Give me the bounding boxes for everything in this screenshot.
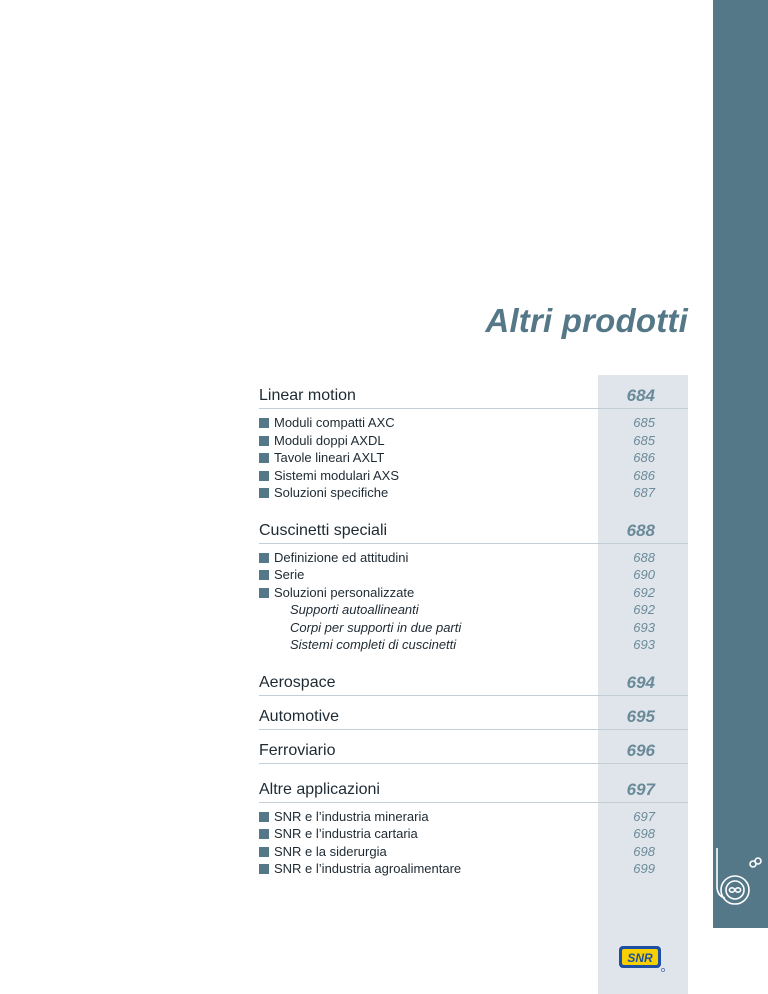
toc-section xyxy=(259,769,688,886)
section-header[interactable] xyxy=(259,696,688,730)
section-title: Automotive xyxy=(259,707,340,725)
bullet-icon xyxy=(259,553,269,563)
item-page: 686 xyxy=(633,467,655,483)
bullet-icon xyxy=(259,570,269,580)
bullet-icon xyxy=(259,436,269,446)
section-title: Aerospace xyxy=(259,673,336,691)
toc-item[interactable] xyxy=(259,467,688,485)
table-of-contents xyxy=(259,375,688,886)
section-items xyxy=(259,544,688,662)
bullet-icon xyxy=(259,847,269,857)
item-label: Moduli compatti AXC xyxy=(274,415,395,430)
item-page: 692 xyxy=(633,584,655,600)
bearing-icon xyxy=(713,846,768,916)
toc-item[interactable] xyxy=(259,843,688,861)
toc-item[interactable] xyxy=(259,808,688,826)
toc-section xyxy=(259,375,688,510)
item-label: Soluzioni specifiche xyxy=(274,485,389,500)
item-page: 699 xyxy=(633,861,655,876)
item-page: 685 xyxy=(633,415,655,430)
item-label: Serie xyxy=(274,567,305,582)
item-label: Tavole lineari AXLT xyxy=(274,450,385,465)
item-label: Soluzioni personalizzate xyxy=(274,584,415,600)
item-label: Sistemi completi di cuscinetti xyxy=(290,637,457,652)
bullet-icon xyxy=(259,488,269,498)
item-page: 690 xyxy=(633,567,655,582)
item-page: 685 xyxy=(633,432,655,448)
bullet-icon xyxy=(259,864,269,874)
toc-item[interactable] xyxy=(259,584,688,602)
section-page: 696 xyxy=(626,740,655,760)
item-label: Corpi per supporti in due parti xyxy=(290,619,462,635)
item-page: 686 xyxy=(633,450,655,465)
logo-text: SNR xyxy=(627,951,653,965)
bullet-icon xyxy=(259,829,269,839)
toc-section xyxy=(259,510,688,662)
bullet-icon xyxy=(259,453,269,463)
item-label: SNR e l’industria mineraria xyxy=(274,808,429,824)
section-page: 688 xyxy=(626,520,655,540)
toc-section xyxy=(259,662,688,696)
bullet-icon xyxy=(259,471,269,481)
toc-item[interactable] xyxy=(259,825,688,843)
item-page: 692 xyxy=(633,602,655,617)
section-page: 697 xyxy=(626,779,655,799)
section-header[interactable] xyxy=(259,769,688,803)
chapter-side-tab xyxy=(713,0,768,928)
section-header[interactable] xyxy=(259,730,688,764)
page-title: Altri prodotti xyxy=(485,302,688,339)
bullet-icon xyxy=(259,812,269,822)
item-page: 693 xyxy=(633,619,655,635)
section-page: 684 xyxy=(626,386,655,405)
toc-subitem[interactable] xyxy=(259,601,688,619)
item-page: 693 xyxy=(633,637,655,652)
item-page: 687 xyxy=(633,485,655,500)
snr-logo xyxy=(619,946,665,972)
toc-item[interactable] xyxy=(259,549,688,567)
item-label: Sistemi modulari AXS xyxy=(274,467,399,483)
item-label: SNR e l’industria agroalimentare xyxy=(274,861,462,876)
section-header[interactable] xyxy=(259,662,688,696)
toc-item[interactable] xyxy=(259,484,688,502)
section-items xyxy=(259,409,688,510)
item-label: SNR e la siderurgia xyxy=(274,843,387,859)
bullet-icon xyxy=(259,418,269,428)
toc-item[interactable] xyxy=(259,432,688,450)
section-title: Ferroviario xyxy=(259,741,336,759)
toc-subitem[interactable] xyxy=(259,636,688,654)
section-header[interactable] xyxy=(259,510,688,544)
toc-subitem[interactable] xyxy=(259,619,688,637)
item-page: 698 xyxy=(633,826,655,841)
toc-item[interactable] xyxy=(259,860,688,878)
item-page: 697 xyxy=(633,808,655,824)
section-title: Linear motion xyxy=(259,387,356,404)
section-items xyxy=(259,803,688,886)
bullet-icon xyxy=(259,588,269,598)
item-page: 688 xyxy=(633,549,655,565)
section-page: 694 xyxy=(626,672,655,692)
section-title: Altre applicazioni xyxy=(259,780,380,798)
item-page: 698 xyxy=(633,843,655,859)
toc-section xyxy=(259,730,688,764)
toc-item[interactable] xyxy=(259,414,688,432)
toc-item[interactable] xyxy=(259,566,688,584)
toc-section xyxy=(259,696,688,730)
toc-item[interactable] xyxy=(259,449,688,467)
item-label: Definizione ed attitudini xyxy=(274,549,409,565)
section-title: Cuscinetti speciali xyxy=(259,521,388,539)
section-page: 695 xyxy=(626,706,655,726)
item-label: Supporti autoallineanti xyxy=(290,602,419,617)
item-label: SNR e l’industria cartaria xyxy=(274,826,418,841)
section-header[interactable] xyxy=(259,375,688,409)
item-label: Moduli doppi AXDL xyxy=(274,432,385,448)
